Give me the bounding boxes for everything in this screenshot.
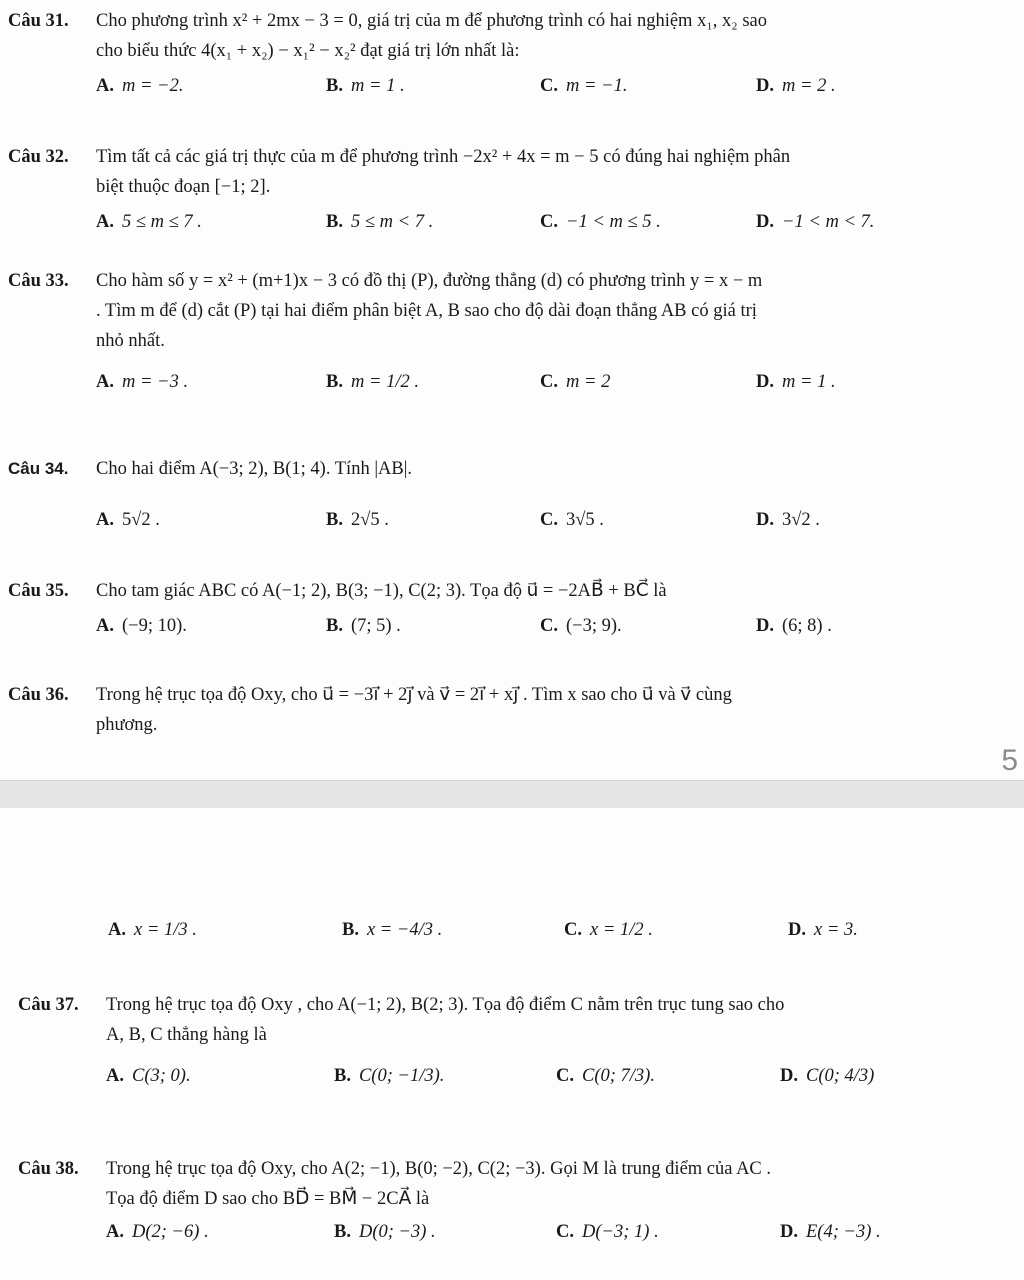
option-letter: D.	[756, 76, 774, 96]
question-text: nhỏ nhất.	[96, 331, 165, 351]
option-c[interactable]	[540, 504, 604, 536]
option-letter: B.	[326, 510, 343, 530]
option-text: x = 1/2 .	[590, 920, 653, 940]
option-text: C(0; 7/3).	[582, 1066, 655, 1086]
question-text: Cho hàm số y = x² + (m+1)x − 3 có đồ thị (P), đường thẳng (d) có phương trình y = x − m	[96, 271, 763, 291]
option-text: m = 1 .	[782, 372, 836, 392]
option-text: C(3; 0).	[132, 1066, 191, 1086]
question-label: Câu 37.	[18, 995, 79, 1015]
option-letter: C.	[556, 1222, 574, 1242]
option-a[interactable]	[96, 610, 187, 642]
option-text: C(0; −1/3).	[358, 1066, 445, 1086]
option-letter: B.	[342, 920, 359, 940]
option-text: 5√2 .	[122, 510, 160, 530]
option-text: −1 < m ≤ 5 .	[566, 212, 661, 232]
question-text: Trong hệ trục tọa độ Oxy, cho A(2; −1), B(0; −2), C(2; −3). Gọi M là trung điểm của AC .	[106, 1159, 772, 1179]
option-letter: A.	[96, 510, 114, 530]
option-text: m = 1/2 .	[350, 372, 419, 392]
option-b[interactable]	[342, 914, 442, 946]
option-letter: B.	[326, 616, 343, 636]
answer-options	[18, 1060, 1018, 1108]
question-text: cho biểu thức 4(x₁ + x₂) − x₁² − x₂² đạt giá trị lớn nhất là:	[96, 41, 520, 61]
option-b[interactable]	[326, 366, 419, 398]
option-b[interactable]	[326, 70, 405, 102]
option-letter: B.	[334, 1066, 351, 1086]
question-38	[18, 1154, 1018, 1250]
option-d[interactable]	[756, 70, 836, 102]
question-label: Câu 33.	[8, 271, 69, 291]
option-c[interactable]	[540, 70, 627, 102]
option-text: (7; 5) .	[350, 616, 401, 636]
option-a[interactable]	[106, 1216, 209, 1248]
option-letter: A.	[106, 1222, 124, 1242]
answer-options	[8, 206, 1008, 240]
option-letter: A.	[96, 76, 114, 96]
option-text: 5 ≤ m ≤ 7 .	[122, 212, 202, 232]
option-c[interactable]	[564, 914, 653, 946]
option-text: −1 < m < 7.	[782, 212, 875, 232]
option-d[interactable]	[788, 914, 858, 946]
option-d[interactable]	[780, 1216, 881, 1248]
option-text: m = 2 .	[782, 76, 836, 96]
option-letter: D.	[780, 1066, 798, 1086]
option-text: m = −1.	[566, 76, 628, 96]
option-a[interactable]	[106, 1060, 191, 1092]
question-31	[8, 6, 1008, 104]
question-label: Câu 38.	[18, 1159, 79, 1179]
question-text: Tọa độ điểm D sao cho BD⃗ = BM⃗ − 2CA⃗ là	[106, 1189, 430, 1209]
question-text: biệt thuộc đoạn [−1; 2].	[96, 177, 271, 197]
question-text: Cho tam giác ABC có A(−1; 2), B(3; −1), C(2; 3). Tọa độ u⃗ = −2AB⃗ + BC⃗ là	[96, 581, 667, 601]
option-text: E(4; −3) .	[806, 1222, 881, 1242]
answer-options	[8, 504, 1008, 538]
option-text: m = 1 .	[350, 76, 405, 96]
answer-options	[8, 914, 1008, 962]
option-text: 5 ≤ m < 7 .	[350, 212, 434, 232]
option-letter: C.	[540, 76, 558, 96]
question-label: Câu 31.	[8, 11, 69, 31]
question-text: . Tìm m để (d) cắt (P) tại hai điểm phân biệt A, B sao cho độ dài đoạn thẳng AB có giá trị	[96, 301, 757, 321]
question-35	[8, 576, 1008, 644]
option-letter: A.	[96, 616, 114, 636]
question-text: phương.	[96, 715, 158, 735]
option-text: 3√2 .	[782, 510, 820, 530]
option-letter: D.	[756, 616, 774, 636]
option-c[interactable]	[540, 366, 610, 398]
option-letter: D.	[756, 212, 774, 232]
option-letter: A.	[106, 1066, 124, 1086]
option-letter: C.	[540, 212, 558, 232]
option-d[interactable]	[756, 206, 874, 238]
option-b[interactable]	[334, 1216, 436, 1248]
option-letter: C.	[540, 616, 558, 636]
option-text: x = 3.	[814, 920, 858, 940]
option-text: D(2; −6) .	[132, 1222, 209, 1242]
option-letter: B.	[334, 1222, 351, 1242]
option-c[interactable]	[540, 206, 661, 238]
option-c[interactable]	[556, 1216, 659, 1248]
option-letter: B.	[326, 212, 343, 232]
option-text: 2√5 .	[350, 510, 389, 530]
answer-options	[8, 70, 1008, 104]
option-d[interactable]	[780, 1060, 874, 1092]
question-text: Cho hai điểm A(−3; 2), B(1; 4). Tính |AB|.	[96, 459, 413, 479]
option-text: (−3; 9).	[566, 616, 622, 636]
option-letter: D.	[788, 920, 806, 940]
option-text: m = −2.	[122, 76, 184, 96]
question-34	[8, 454, 1008, 538]
option-text: (−9; 10).	[122, 616, 187, 636]
question-36	[8, 680, 1008, 740]
option-letter: C.	[540, 510, 558, 530]
option-b[interactable]	[326, 206, 433, 238]
option-letter: A.	[108, 920, 126, 940]
option-text: D(−3; 1) .	[582, 1222, 659, 1242]
option-d[interactable]	[756, 610, 832, 642]
question-label: Câu 36.	[8, 685, 69, 705]
option-letter: A.	[96, 212, 114, 232]
option-letter: A.	[96, 372, 114, 392]
option-letter: D.	[756, 372, 774, 392]
option-text: x = −4/3 .	[366, 920, 443, 940]
option-letter: C.	[564, 920, 582, 940]
option-a[interactable]	[96, 206, 202, 238]
option-a[interactable]	[96, 70, 183, 102]
answer-options	[8, 610, 1008, 644]
question-label: Câu 35.	[8, 581, 69, 601]
question-text: A, B, C thẳng hàng là	[106, 1025, 267, 1045]
option-text: 3√5 .	[566, 510, 604, 530]
answer-options	[8, 366, 1008, 414]
question-37	[18, 990, 1018, 1108]
question-label: Câu 34.	[8, 459, 69, 478]
question-33	[8, 266, 1008, 414]
option-a[interactable]	[96, 504, 160, 536]
question-text: Tìm tất cả các giá trị thực của m để phương trình −2x² + 4x = m − 5 có đúng hai nghiệm phân	[96, 147, 791, 167]
option-letter: C.	[556, 1066, 574, 1086]
option-c[interactable]	[540, 610, 622, 642]
page-number: 5	[1001, 744, 1018, 777]
question-text: Trong hệ trục tọa độ Oxy , cho A(−1; 2), B(2; 3). Tọa độ điểm C nằm trên trục tung sao cho	[106, 995, 785, 1015]
question-label: Câu 32.	[8, 147, 69, 167]
option-letter: C.	[540, 372, 558, 392]
option-text: m = −3 .	[122, 372, 189, 392]
page-separator	[0, 780, 1024, 808]
option-text: D(0; −3) .	[358, 1222, 436, 1242]
option-d[interactable]	[756, 366, 836, 398]
option-text: C(0; 4/3)	[806, 1066, 875, 1086]
option-b[interactable]	[326, 610, 401, 642]
option-c[interactable]	[556, 1060, 655, 1092]
option-a[interactable]	[96, 366, 188, 398]
option-a[interactable]	[108, 914, 197, 946]
option-b[interactable]	[334, 1060, 444, 1092]
option-text: (6; 8) .	[782, 616, 832, 636]
answer-options	[18, 1216, 1018, 1250]
question-text: Trong hệ trục tọa độ Oxy, cho u⃗ = −3i⃗ + 2j⃗ và v⃗ = 2i⃗ + xj⃗ . Tìm x sao cho u⃗ và v⃗ cùng	[96, 685, 732, 705]
question-36-options	[8, 910, 1008, 962]
option-text: m = 2	[566, 372, 611, 392]
option-text: x = 1/3 .	[134, 920, 197, 940]
question-32	[8, 142, 1008, 240]
option-letter: B.	[326, 76, 343, 96]
option-d[interactable]	[756, 504, 820, 536]
question-text: Cho phương trình x² + 2mx − 3 = 0, giá trị của m để phương trình có hai nghiệm x₁, x₂ sao	[96, 11, 768, 31]
option-b[interactable]	[326, 504, 389, 536]
option-letter: D.	[780, 1222, 798, 1242]
option-letter: D.	[756, 510, 774, 530]
option-letter: B.	[326, 372, 343, 392]
